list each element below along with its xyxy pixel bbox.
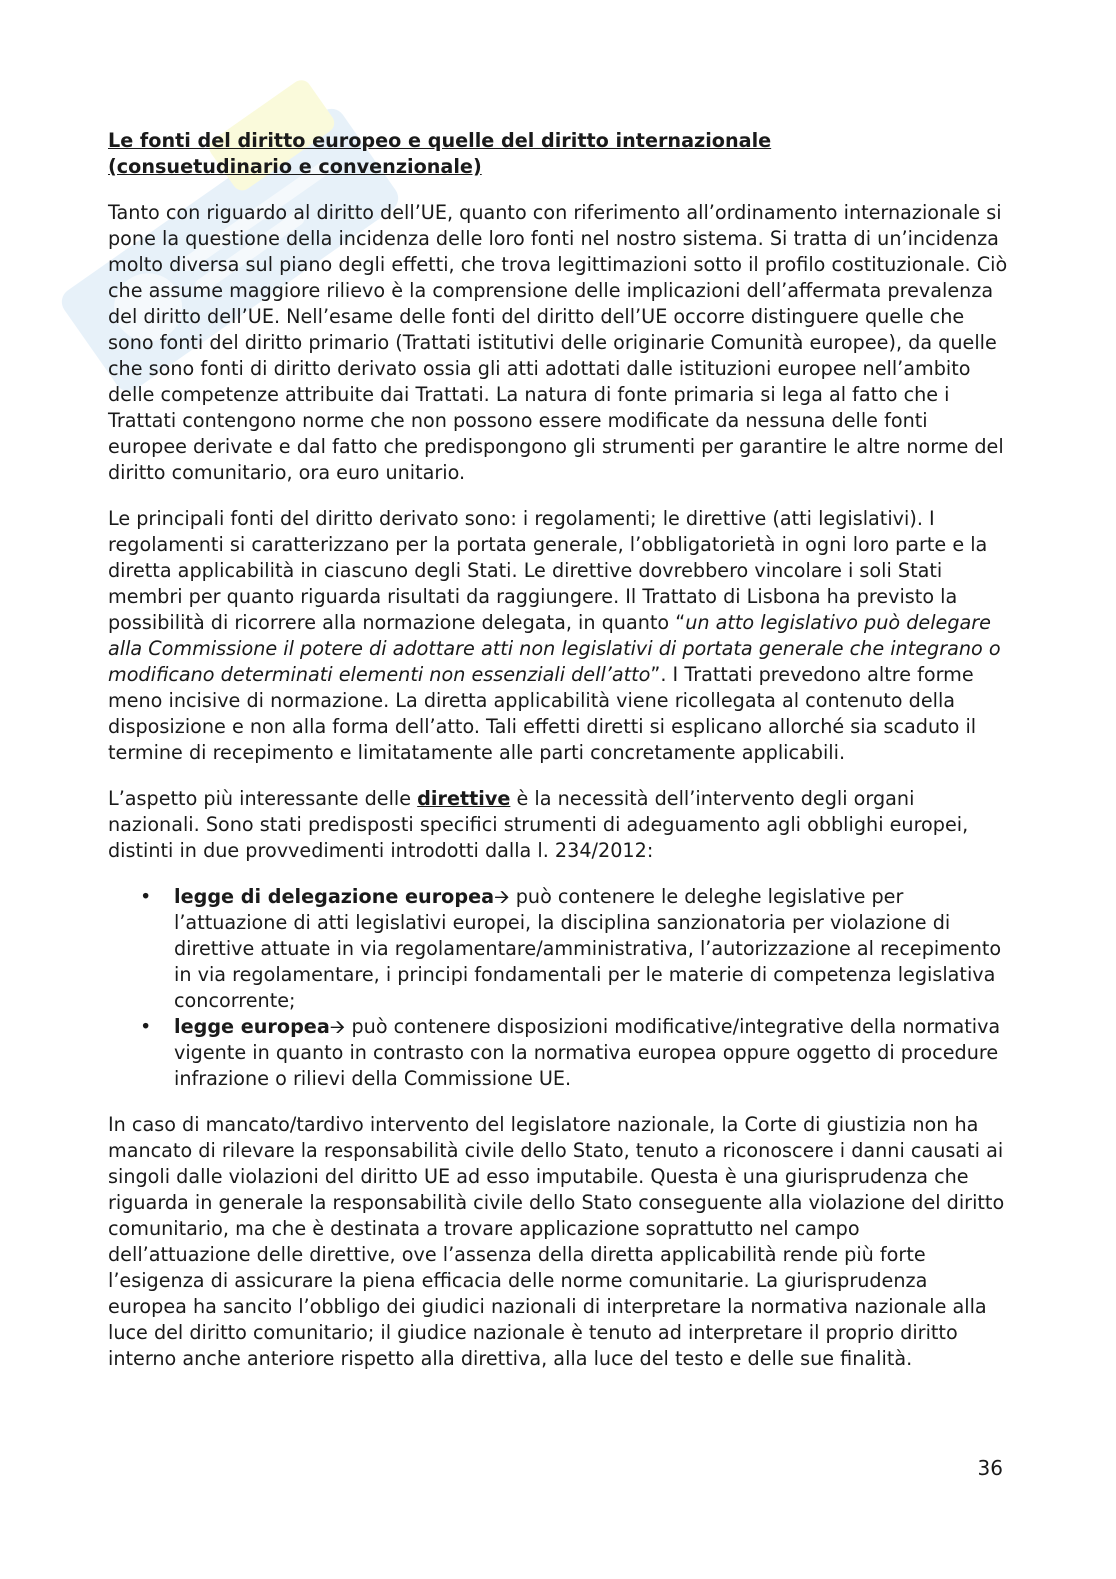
paragraph-2-text-a: Le principali fonti del diritto derivato sono: i regolamenti; le direttive (atti legislativi). I regolamenti si caratterizzano per la portata generale, l’obbligatorietà in ogni loro parte e la diretta applicabilità in ciascuno degli Stati. Le direttive dovrebbero vincolare i soli Stati membri per quanto riguarda risultati da raggiungere. Il Trattato di Lisbona ha previsto la possibilità di ricorrere alla normazione delegata, in quanto “ [108, 507, 988, 634]
paragraph-3-text-b: è la necessità dell’intervento degli organi nazionali. Sono stati predisposti specifici strumenti di adeguamento agli obblighi europei, distinti in due provvedimenti introdotti dalla l. 234/2012: [108, 787, 969, 862]
paragraph-3-text-a: L’aspetto più interessante delle [108, 787, 418, 810]
list-item-term: legge di delegazione europea [174, 885, 495, 908]
page-number: 36 [977, 1456, 1003, 1480]
list-item [108, 1014, 1008, 1092]
paragraph-2-quote: un atto legislativo può delegare alla Commissione il potere di adottare atti non legislativi di portata generale che integrano o modificano determinati elementi non essenziali dell’atto [108, 611, 1001, 686]
bullet-icon: • [140, 885, 152, 908]
list-item-text: può contenere le deleghe legislative per l’attuazione di atti legislativi europei, la disciplina sanzionatoria per violazione di direttive attuate in via regolamentare/amministrativa, l’autorizzazione al recepimento in via regolamentare, i principi fondamentali per le materie di competenza legislativa concorrente; [174, 885, 1002, 1012]
list-item-term: legge europea [174, 1015, 330, 1038]
list-item-text: può contenere disposizioni modificative/integrative della normativa vigente in quanto in contrasto con la normativa europea oppure oggetto di procedure infrazione o rilievi della Commissione UE. [174, 1015, 1001, 1090]
paragraph-3-term: direttive [417, 787, 511, 810]
page-content [108, 128, 1008, 1392]
section-heading-line2: (consuetudinario e convenzionale) [108, 155, 482, 178]
bullet-list [108, 884, 1008, 1092]
bullet-icon: • [140, 1015, 152, 1038]
section-heading [108, 128, 1008, 180]
arrow-icon: 🡪 [329, 1015, 346, 1038]
paragraph-1: Tanto con riguardo al diritto dell’UE, quanto con riferimento all’ordinamento internazionale si pone la questione della incidenza delle loro fonti nel nostro sistema. Si tratta di un’incidenza molto diversa sul piano degli effetti, che trova legittimazioni sotto il profilo costituzionale. Ciò che assume maggiore rilievo è la comprensione delle implicazioni dell’affermata prevalenza del diritto dell’UE. Nell’esame delle fonti del diritto dell’UE occorre distinguere quelle che sono fonti del diritto primario (Trattati istitutivi delle originarie Comunità europee), da quelle che sono fonti di diritto derivato ossia gli atti adottati dalle istituzioni europee nell’ambito delle competenze attribuite dai Trattati. La natura di fonte primaria si lega al fatto che i Trattati contengono norme che non possono essere modificate da nessuna delle fonti europee derivate e dal fatto che predispongono gli strumenti per garantire le altre norme del diritto comunitario, ora euro unitario. [108, 201, 1008, 484]
paragraph-3 [108, 786, 1008, 864]
paragraph-2-text-b: ”. I Trattati prevedono altre forme meno incisive di normazione. La diretta applicabilità viene ricollegata al contenuto della disposizione e non alla forma dell’atto. Tali effetti diretti si esplicano allorché sia scaduto il termine di recepimento e limitatamente alle parti concretamente applicabili. [108, 663, 977, 764]
list-item [108, 884, 1008, 1014]
paragraph-4: In caso di mancato/tardivo intervento del legislatore nazionale, la Corte di giustizia non ha mancato di rilevare la responsabilità civile dello Stato, tenuto a riconoscere i danni causati ai singoli dalle violazioni del diritto UE ad esso imputabile. Questa è una giurisprudenza che riguarda in generale la responsabilità civile dello Stato conseguente alla violazione del diritto comunitario, ma che è destinata a trovare applicazione soprattutto nel campo dell’attuazione delle direttive, ove l’assenza della diretta applicabilità rende più forte l’esigenza di assicurare la piena efficacia delle norme comunitarie. La giurisprudenza europea ha sancito l’obbligo dei giudici nazionali di interpretare la normativa nazionale alla luce del diritto comunitario; il giudice nazionale è tenuto ad interpretare il proprio diritto interno anche anteriore rispetto alla direttiva, alla luce del testo e delle sue finalità. [108, 1113, 1005, 1370]
section-heading-line1: Le fonti del diritto europeo e quelle del diritto internazionale [108, 129, 772, 152]
paragraph-2 [108, 506, 1008, 766]
arrow-icon: 🡪 [494, 885, 510, 908]
